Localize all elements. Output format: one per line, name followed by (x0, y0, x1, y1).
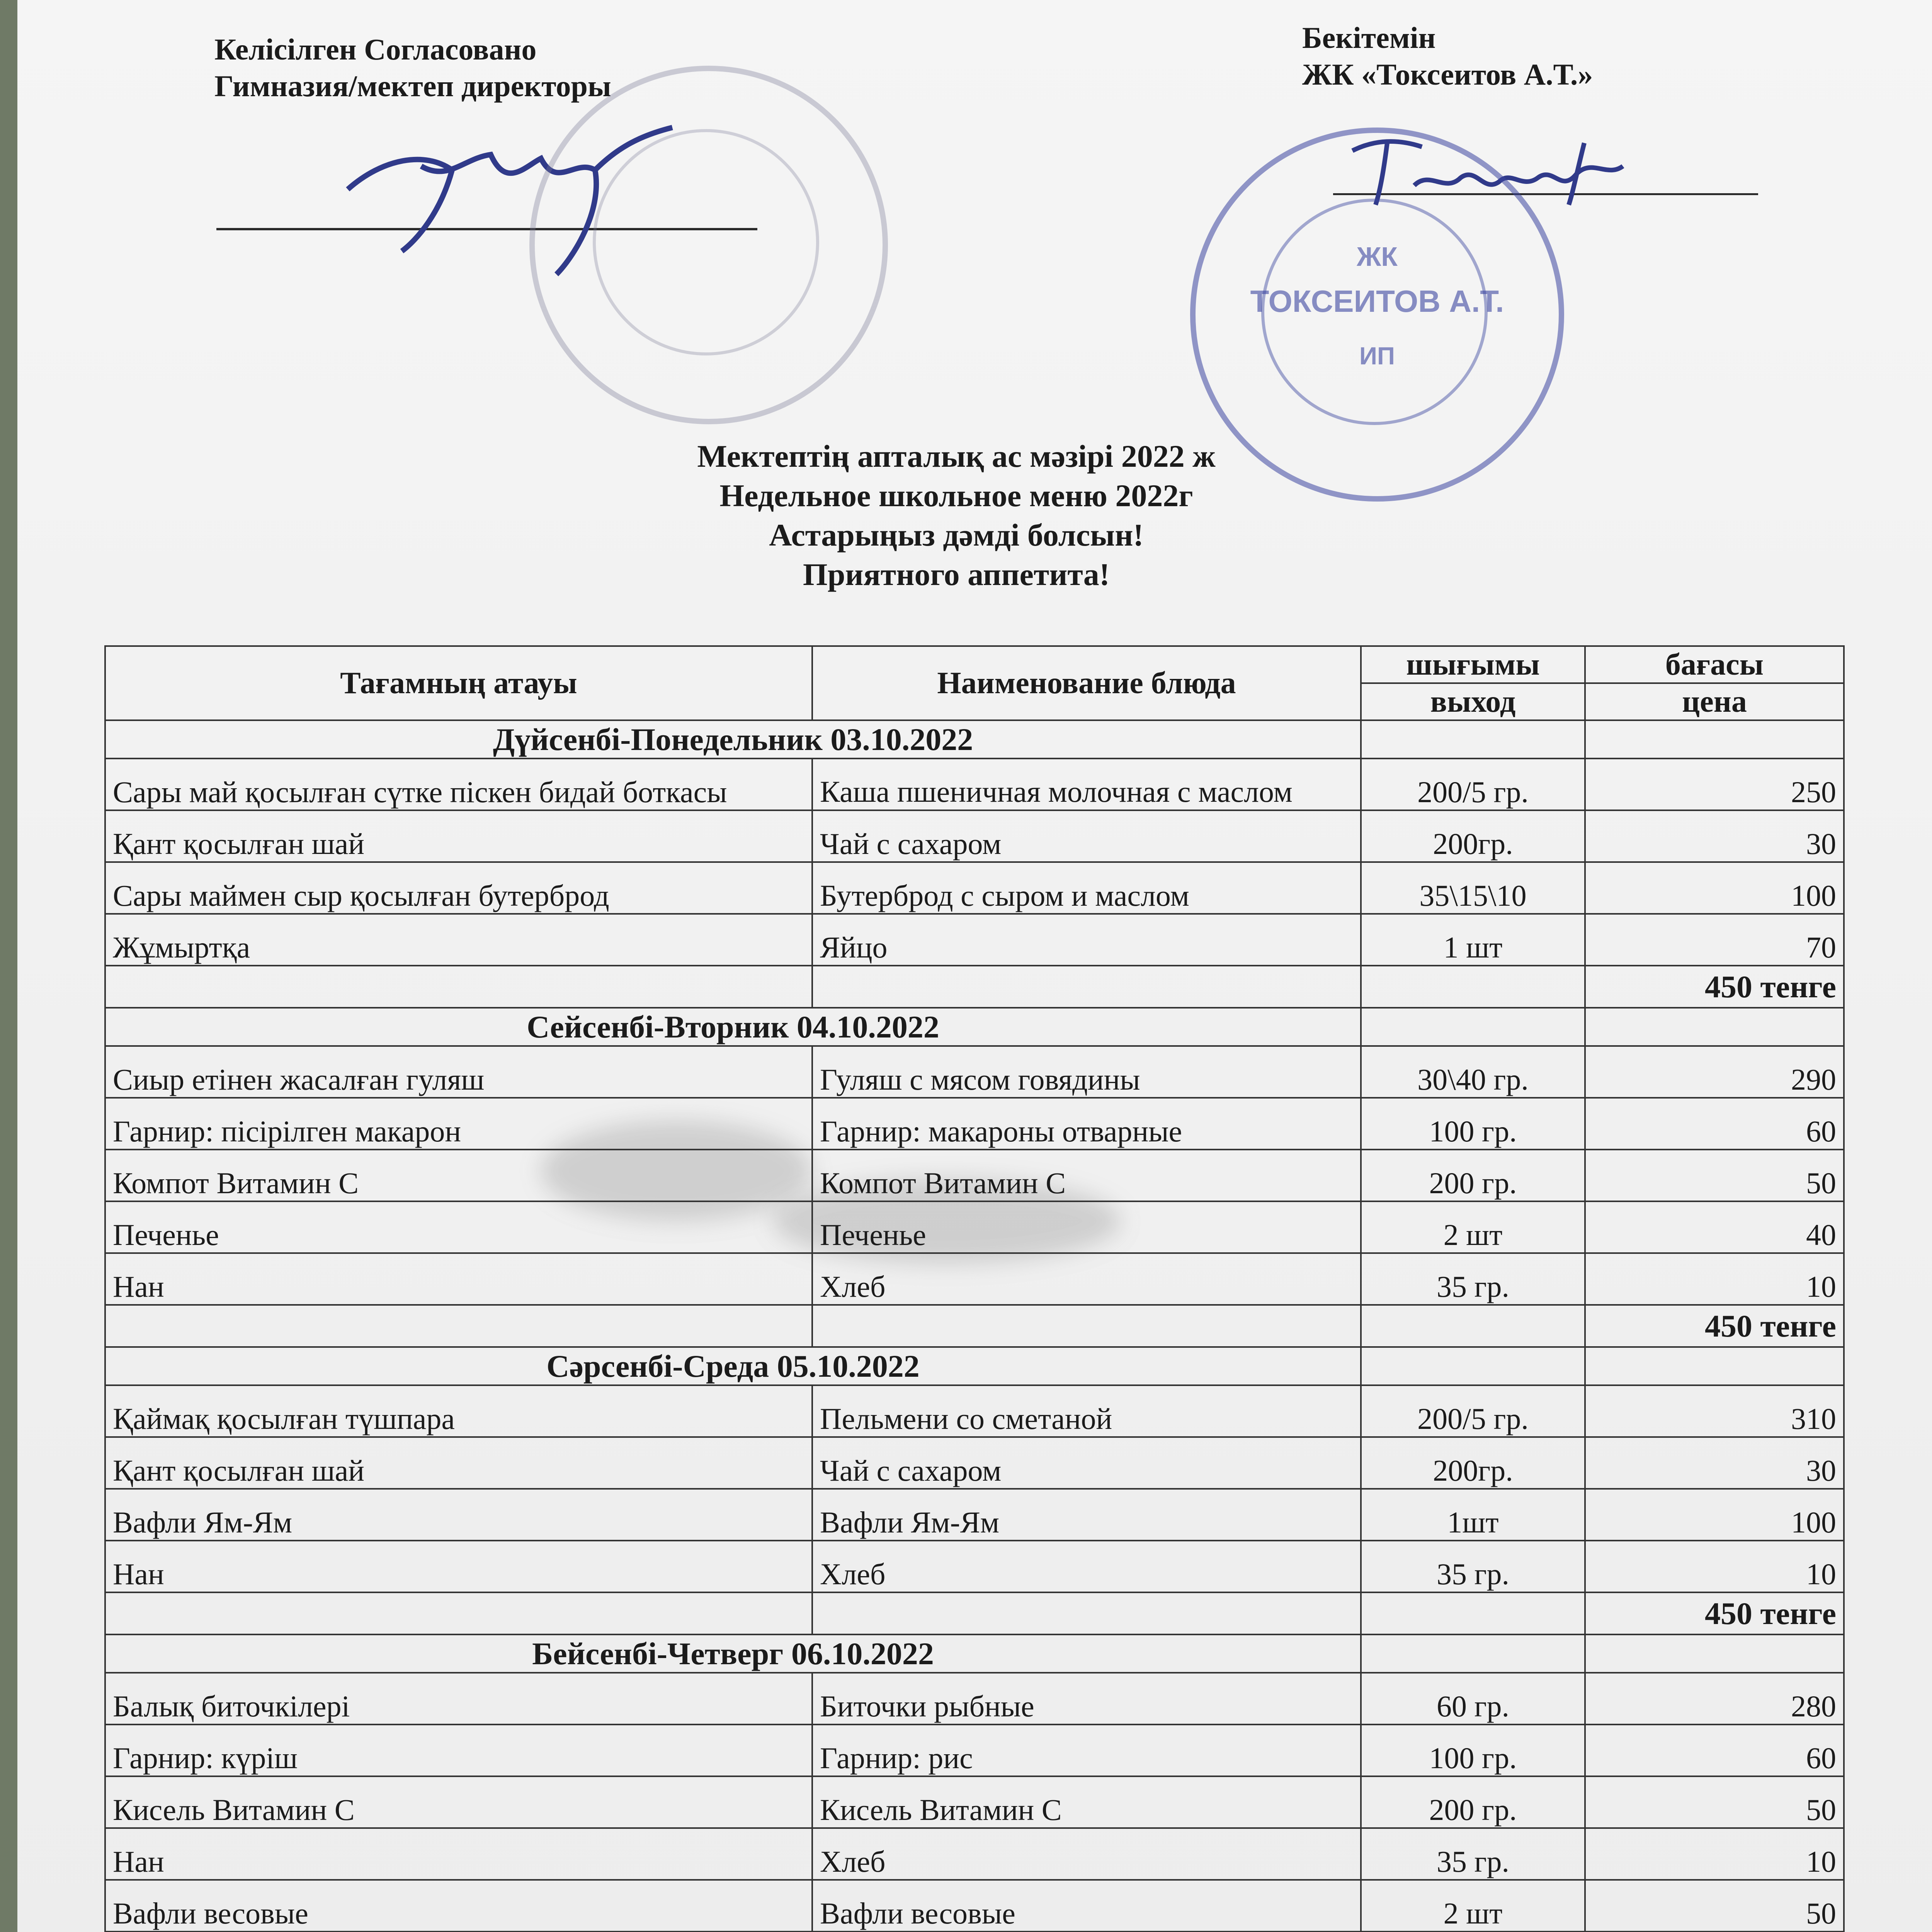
dish-price: 50 (1585, 1776, 1844, 1828)
dish-name-kz: Сары маймен сыр қосылған бутерброд (105, 862, 812, 914)
dish-output: 100 гр. (1361, 1725, 1585, 1776)
dish-price: 60 (1585, 1725, 1844, 1776)
dish-name-kz: Печенье (105, 1201, 812, 1253)
dish-price: 70 (1585, 914, 1844, 966)
dish-output: 2 шт (1361, 1880, 1585, 1932)
col-header-output-ru: выход (1361, 683, 1585, 720)
col-header-price-kz: бағасы (1585, 646, 1844, 683)
table-header-row (105, 646, 1844, 683)
table-row (105, 914, 1844, 966)
dish-output: 200/5 гр. (1361, 1385, 1585, 1437)
table-row (105, 862, 1844, 914)
dish-output: 35 гр. (1361, 1541, 1585, 1592)
dish-name-ru: Гарнир: рис (812, 1725, 1361, 1776)
day-label: Сейсенбі-Вторник 04.10.2022 (105, 1008, 1361, 1046)
approval-left-line1: Келісілген Согласовано (214, 32, 537, 66)
day-empty-price (1585, 720, 1844, 759)
dish-price: 10 (1585, 1541, 1844, 1592)
total-empty-output (1361, 966, 1585, 1008)
day-empty-price (1585, 1008, 1844, 1046)
dish-price: 100 (1585, 862, 1844, 914)
dish-name-ru: Гарнир: макароны отварные (812, 1098, 1361, 1150)
title-line3: Астарыңыз дәмді болсын! (769, 517, 1144, 553)
table-row (105, 1046, 1844, 1098)
dish-name-ru: Хлеб (812, 1541, 1361, 1592)
col-header-output-kz: шығымы (1361, 646, 1585, 683)
table-row (105, 1541, 1844, 1592)
dish-price: 30 (1585, 1437, 1844, 1489)
dish-name-ru: Печенье (812, 1201, 1361, 1253)
day-header-row (105, 1634, 1844, 1673)
dish-name-kz: Қаймақ қосылған түшпара (105, 1385, 812, 1437)
dish-name-kz: Вафли весовые (105, 1880, 812, 1932)
day-total-row (105, 966, 1844, 1008)
dish-name-kz: Қант қосылған шай (105, 1437, 812, 1489)
ip-stamp-top-line3: ИП (1359, 342, 1395, 370)
total-empty-output (1361, 1592, 1585, 1634)
table-row (105, 1725, 1844, 1776)
table-row (105, 1880, 1844, 1932)
total-empty-kz (105, 966, 812, 1008)
dish-name-ru: Чай с сахаром (812, 1437, 1361, 1489)
dish-name-kz: Гарнир: пісірілген макарон (105, 1098, 812, 1150)
col-header-kz: Тағамның атауы (105, 646, 812, 720)
total-empty-ru (812, 1305, 1361, 1347)
dish-name-ru: Хлеб (812, 1253, 1361, 1305)
dish-output: 35 гр. (1361, 1253, 1585, 1305)
dish-output: 60 гр. (1361, 1673, 1585, 1725)
dish-name-kz: Балық биточкілері (105, 1673, 812, 1725)
dish-output: 1шт (1361, 1489, 1585, 1541)
menu-table-body (105, 720, 1844, 1932)
menu-title (464, 437, 1449, 594)
day-empty-output (1361, 1008, 1585, 1046)
table-row (105, 1673, 1844, 1725)
dish-output: 30\40 гр. (1361, 1046, 1585, 1098)
dish-name-kz: Вафли Ям-Ям (105, 1489, 812, 1541)
approval-block-right (1302, 19, 1593, 93)
day-empty-output (1361, 720, 1585, 759)
dish-output: 200гр. (1361, 1437, 1585, 1489)
dish-price: 310 (1585, 1385, 1844, 1437)
approval-block-left (214, 31, 611, 104)
table-row (105, 1385, 1844, 1437)
day-empty-price (1585, 1634, 1844, 1673)
approval-left-line2: Гимназия/мектеп директоры (214, 69, 611, 103)
day-header-row (105, 1347, 1844, 1385)
table-row (105, 810, 1844, 862)
dish-output: 35\15\10 (1361, 862, 1585, 914)
dish-price: 250 (1585, 759, 1844, 810)
table-row (105, 1776, 1844, 1828)
approval-right-line2: ЖК «Токсеитов А.Т.» (1302, 58, 1593, 91)
day-total-row (105, 1592, 1844, 1634)
dish-name-ru: Биточки рыбные (812, 1673, 1361, 1725)
table-row (105, 759, 1844, 810)
day-empty-price (1585, 1347, 1844, 1385)
total-empty-ru (812, 966, 1361, 1008)
approval-right-line1: Бекітемін (1302, 21, 1436, 54)
table-row (105, 1489, 1844, 1541)
day-header-row (105, 720, 1844, 759)
dish-name-ru: Гуляш с мясом говядины (812, 1046, 1361, 1098)
col-header-ru: Наименование блюда (812, 646, 1361, 720)
dish-output: 200/5 гр. (1361, 759, 1585, 810)
table-row (105, 1253, 1844, 1305)
school-seal-stamp (529, 66, 888, 424)
title-line2: Недельное школьное меню 2022г (719, 478, 1193, 513)
dish-name-ru: Пельмени со сметаной (812, 1385, 1361, 1437)
dish-price: 60 (1585, 1098, 1844, 1150)
dish-name-ru: Яйцо (812, 914, 1361, 966)
total-empty-ru (812, 1592, 1361, 1634)
day-header-row (105, 1008, 1844, 1046)
day-label: Сәрсенбі-Среда 05.10.2022 (105, 1347, 1361, 1385)
menu-table (104, 645, 1845, 1932)
day-total: 450 тенге (1585, 1305, 1844, 1347)
dish-price: 10 (1585, 1828, 1844, 1880)
dish-name-ru: Хлеб (812, 1828, 1361, 1880)
dish-price: 40 (1585, 1201, 1844, 1253)
day-empty-output (1361, 1634, 1585, 1673)
dish-output: 200гр. (1361, 810, 1585, 862)
total-empty-kz (105, 1305, 812, 1347)
dish-name-kz: Нан (105, 1828, 812, 1880)
dish-name-kz: Кисель Витамин С (105, 1776, 812, 1828)
dish-name-kz: Сары май қосылған сүтке піскен бидай боткасы (105, 759, 812, 810)
day-label: Бейсенбі-Четверг 06.10.2022 (105, 1634, 1361, 1673)
day-total-row (105, 1305, 1844, 1347)
dish-name-kz: Нан (105, 1541, 812, 1592)
dish-price: 100 (1585, 1489, 1844, 1541)
dish-output: 200 гр. (1361, 1776, 1585, 1828)
table-row (105, 1098, 1844, 1150)
ip-stamp-top-line2: ТОКСЕИТОВ А.Т. (1250, 284, 1504, 318)
dish-name-ru: Вафли весовые (812, 1880, 1361, 1932)
title-line1: Мектептің апталық ас мәзірі 2022 ж (697, 439, 1216, 474)
table-row (105, 1201, 1844, 1253)
dish-name-kz: Нан (105, 1253, 812, 1305)
total-empty-kz (105, 1592, 812, 1634)
title-line4: Приятного аппетита! (803, 557, 1110, 592)
dish-price: 280 (1585, 1673, 1844, 1725)
dish-name-kz: Жұмыртқа (105, 914, 812, 966)
table-row (105, 1828, 1844, 1880)
ip-stamp-top-line1: ЖК (1357, 242, 1398, 272)
dish-output: 200 гр. (1361, 1150, 1585, 1201)
day-empty-output (1361, 1347, 1585, 1385)
dish-name-ru: Компот Витамин С (812, 1150, 1361, 1201)
table-row (105, 1150, 1844, 1201)
day-label: Дүйсенбі-Понедельник 03.10.2022 (105, 720, 1361, 759)
table-row (105, 1437, 1844, 1489)
dish-output: 100 гр. (1361, 1098, 1585, 1150)
dish-name-ru: Вафли Ям-Ям (812, 1489, 1361, 1541)
school-seal-inner-ring (593, 129, 819, 355)
dish-price: 50 (1585, 1150, 1844, 1201)
dish-price: 290 (1585, 1046, 1844, 1098)
day-total: 450 тенге (1585, 1592, 1844, 1634)
dish-name-kz: Гарнир: күріш (105, 1725, 812, 1776)
col-header-price-ru: цена (1585, 683, 1844, 720)
photo-background-edge (0, 0, 17, 1932)
dish-name-ru: Чай с сахаром (812, 810, 1361, 862)
dish-name-ru: Бутерброд с сыром и маслом (812, 862, 1361, 914)
dish-name-kz: Компот Витамин С (105, 1150, 812, 1201)
day-total: 450 тенге (1585, 966, 1844, 1008)
dish-name-ru: Кисель Витамин С (812, 1776, 1361, 1828)
dish-price: 30 (1585, 810, 1844, 862)
dish-output: 2 шт (1361, 1201, 1585, 1253)
dish-price: 50 (1585, 1880, 1844, 1932)
dish-output: 35 гр. (1361, 1828, 1585, 1880)
dish-name-kz: Қант қосылған шай (105, 810, 812, 862)
dish-price: 10 (1585, 1253, 1844, 1305)
total-empty-output (1361, 1305, 1585, 1347)
dish-name-ru: Каша пшеничная молочная с маслом (812, 759, 1361, 810)
dish-output: 1 шт (1361, 914, 1585, 966)
dish-name-kz: Сиыр етінен жасалған гуляш (105, 1046, 812, 1098)
